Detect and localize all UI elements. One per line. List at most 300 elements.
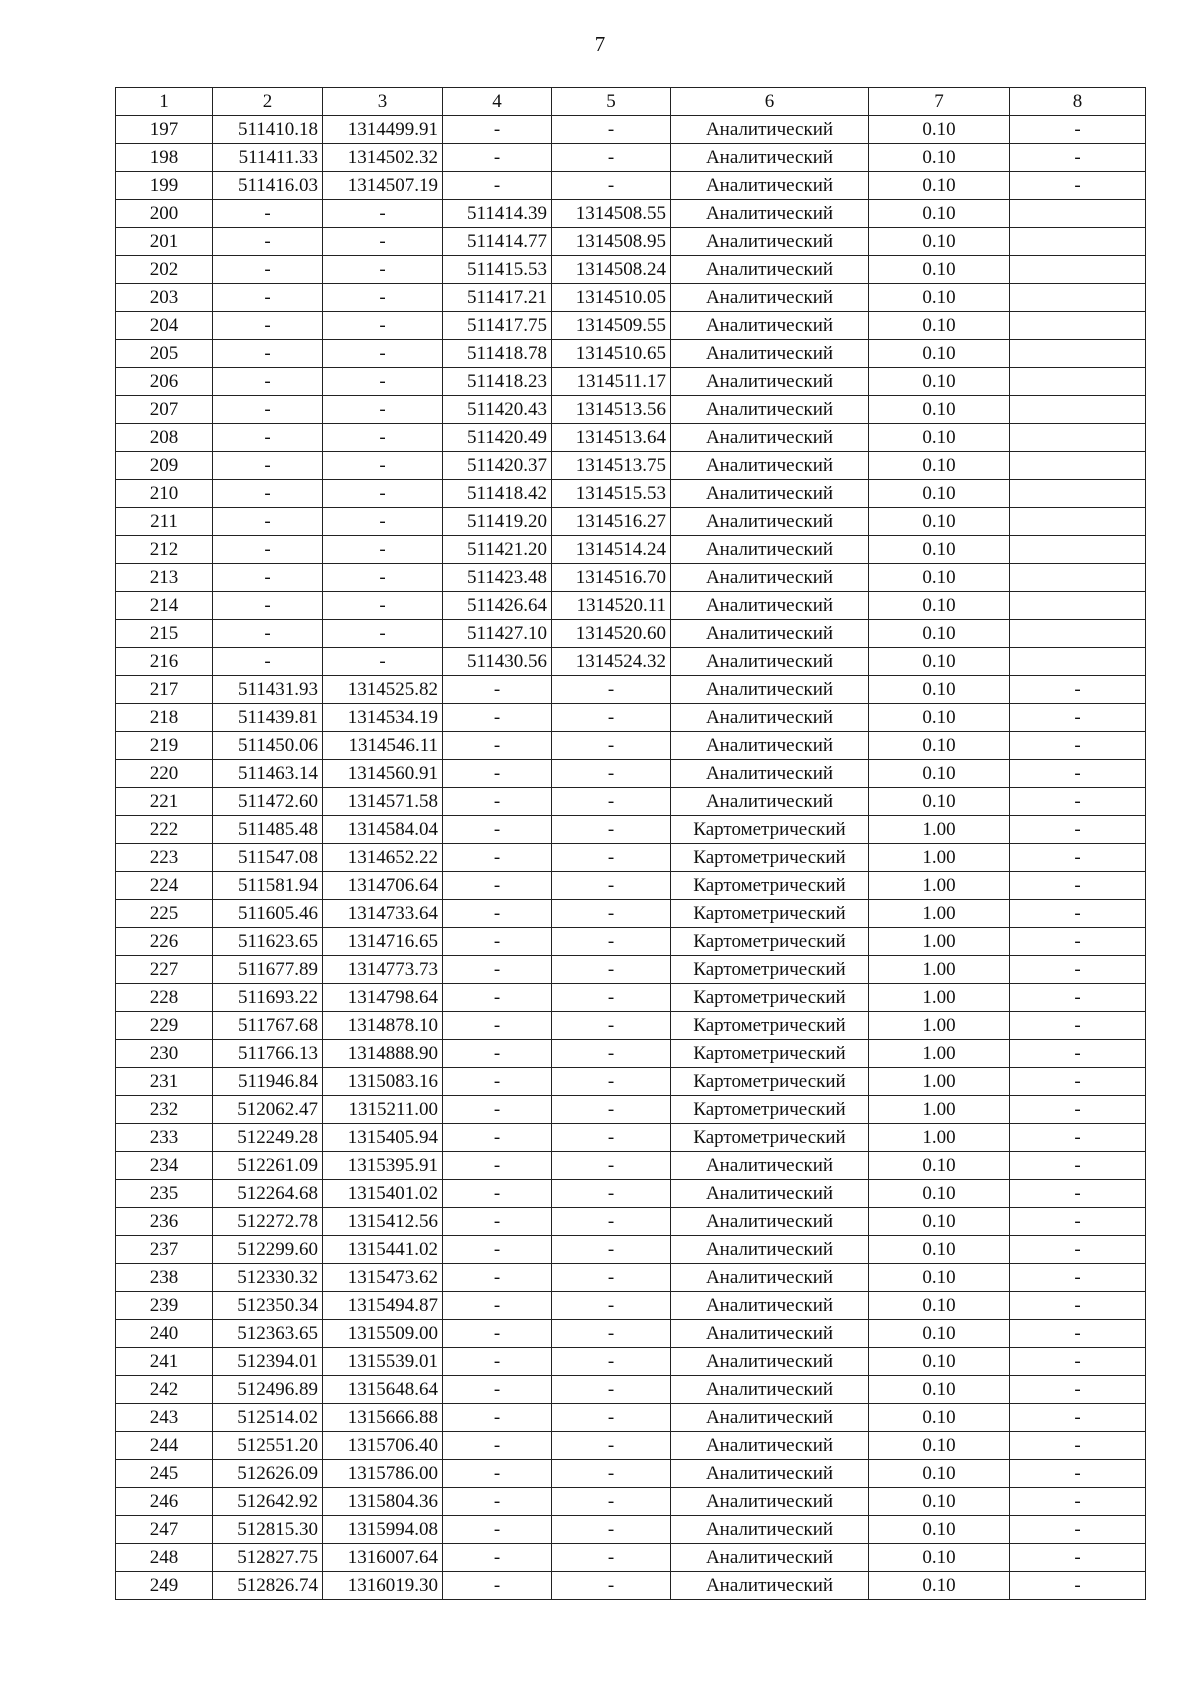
cell-description: - (1010, 172, 1146, 200)
cell-point-number: 203 (116, 284, 213, 312)
cell-y-new: - (552, 1208, 671, 1236)
cell-x-new: - (443, 1544, 552, 1572)
cell-y-new: - (552, 928, 671, 956)
cell-point-number: 230 (116, 1040, 213, 1068)
cell-y-existing: 1314878.10 (323, 1012, 443, 1040)
cell-y-new: - (552, 844, 671, 872)
cell-y-new: - (552, 1404, 671, 1432)
cell-x-new: - (443, 1040, 552, 1068)
cell-y-existing: 1315804.36 (323, 1488, 443, 1516)
cell-accuracy: 0.10 (869, 256, 1010, 284)
cell-accuracy: 0.10 (869, 1180, 1010, 1208)
table-row (116, 424, 1146, 452)
cell-y-existing: 1314652.22 (323, 844, 443, 872)
cell-accuracy: 0.10 (869, 1208, 1010, 1236)
cell-description (1010, 424, 1146, 452)
cell-accuracy: 0.10 (869, 284, 1010, 312)
cell-description (1010, 396, 1146, 424)
cell-accuracy: 0.10 (869, 788, 1010, 816)
column-header-8: 8 (1010, 88, 1146, 116)
cell-y-new: - (552, 1432, 671, 1460)
cell-y-existing: 1314798.64 (323, 984, 443, 1012)
cell-method: Картометрический (671, 956, 869, 984)
cell-y-existing: 1315401.02 (323, 1180, 443, 1208)
cell-y-new: - (552, 956, 671, 984)
table-row (116, 676, 1146, 704)
cell-accuracy: 1.00 (869, 1012, 1010, 1040)
cell-method: Аналитический (671, 340, 869, 368)
cell-x-new: 511417.75 (443, 312, 552, 340)
cell-method: Аналитический (671, 1208, 869, 1236)
cell-y-new: - (552, 1376, 671, 1404)
cell-accuracy: 1.00 (869, 984, 1010, 1012)
cell-accuracy: 0.10 (869, 1516, 1010, 1544)
cell-x-new: - (443, 1208, 552, 1236)
cell-point-number: 215 (116, 620, 213, 648)
cell-x-new: - (443, 1432, 552, 1460)
cell-accuracy: 0.10 (869, 564, 1010, 592)
cell-description: - (1010, 1012, 1146, 1040)
cell-x-existing: - (213, 480, 323, 508)
cell-y-new: - (552, 1096, 671, 1124)
cell-accuracy: 0.10 (869, 424, 1010, 452)
cell-description (1010, 452, 1146, 480)
cell-accuracy: 0.10 (869, 228, 1010, 256)
table-row (116, 396, 1146, 424)
cell-accuracy: 0.10 (869, 1320, 1010, 1348)
cell-point-number: 208 (116, 424, 213, 452)
cell-method: Аналитический (671, 284, 869, 312)
cell-y-new: - (552, 1544, 671, 1572)
cell-x-existing: - (213, 284, 323, 312)
cell-point-number: 219 (116, 732, 213, 760)
cell-y-existing: 1315405.94 (323, 1124, 443, 1152)
cell-description (1010, 480, 1146, 508)
cell-x-new: - (443, 928, 552, 956)
cell-method: Аналитический (671, 1264, 869, 1292)
cell-method: Аналитический (671, 1572, 869, 1600)
cell-description (1010, 312, 1146, 340)
cell-point-number: 231 (116, 1068, 213, 1096)
cell-x-existing: - (213, 312, 323, 340)
cell-method: Картометрический (671, 872, 869, 900)
cell-accuracy: 0.10 (869, 116, 1010, 144)
cell-method: Аналитический (671, 704, 869, 732)
cell-y-new: - (552, 1460, 671, 1488)
cell-x-existing: 512264.68 (213, 1180, 323, 1208)
cell-x-existing: 512815.30 (213, 1516, 323, 1544)
cell-method: Картометрический (671, 1012, 869, 1040)
table-row (116, 116, 1146, 144)
cell-y-new: - (552, 1152, 671, 1180)
cell-x-new: - (443, 1124, 552, 1152)
cell-x-existing: 512363.65 (213, 1320, 323, 1348)
cell-accuracy: 0.10 (869, 592, 1010, 620)
cell-point-number: 201 (116, 228, 213, 256)
cell-y-existing: 1316007.64 (323, 1544, 443, 1572)
cell-x-new: 511415.53 (443, 256, 552, 284)
table-row (116, 928, 1146, 956)
cell-x-existing: 511946.84 (213, 1068, 323, 1096)
cell-point-number: 197 (116, 116, 213, 144)
cell-x-new: - (443, 1264, 552, 1292)
cell-description (1010, 508, 1146, 536)
cell-point-number: 221 (116, 788, 213, 816)
cell-x-new: - (443, 788, 552, 816)
cell-x-new: 511426.64 (443, 592, 552, 620)
column-header-3: 3 (323, 88, 443, 116)
cell-y-existing: 1314507.19 (323, 172, 443, 200)
cell-x-new: 511420.37 (443, 452, 552, 480)
cell-x-existing: 512261.09 (213, 1152, 323, 1180)
cell-y-existing: - (323, 228, 443, 256)
cell-accuracy: 0.10 (869, 1376, 1010, 1404)
cell-x-new: - (443, 1320, 552, 1348)
cell-description: - (1010, 1460, 1146, 1488)
cell-x-new: - (443, 816, 552, 844)
cell-x-new: - (443, 1516, 552, 1544)
cell-point-number: 236 (116, 1208, 213, 1236)
cell-x-existing: 511767.68 (213, 1012, 323, 1040)
cell-accuracy: 0.10 (869, 396, 1010, 424)
cell-description: - (1010, 676, 1146, 704)
cell-accuracy: 1.00 (869, 1068, 1010, 1096)
cell-x-new: - (443, 844, 552, 872)
cell-point-number: 241 (116, 1348, 213, 1376)
cell-description: - (1010, 732, 1146, 760)
cell-x-new: - (443, 760, 552, 788)
cell-method: Аналитический (671, 592, 869, 620)
cell-point-number: 209 (116, 452, 213, 480)
cell-point-number: 206 (116, 368, 213, 396)
cell-y-new: - (552, 704, 671, 732)
table-row (116, 256, 1146, 284)
cell-x-new: 511421.20 (443, 536, 552, 564)
cell-y-existing: - (323, 564, 443, 592)
cell-y-new: - (552, 1040, 671, 1068)
cell-x-new: - (443, 872, 552, 900)
cell-x-new: 511427.10 (443, 620, 552, 648)
table-row (116, 844, 1146, 872)
cell-y-new: 1314516.70 (552, 564, 671, 592)
cell-y-existing: 1315786.00 (323, 1460, 443, 1488)
cell-method: Картометрический (671, 900, 869, 928)
cell-accuracy: 0.10 (869, 340, 1010, 368)
cell-method: Аналитический (671, 228, 869, 256)
cell-point-number: 202 (116, 256, 213, 284)
cell-y-new: 1314524.32 (552, 648, 671, 676)
cell-y-new: - (552, 676, 671, 704)
cell-x-existing: - (213, 508, 323, 536)
cell-x-new: 511414.77 (443, 228, 552, 256)
cell-description: - (1010, 1152, 1146, 1180)
cell-y-existing: 1314584.04 (323, 816, 443, 844)
cell-method: Аналитический (671, 1292, 869, 1320)
cell-accuracy: 0.10 (869, 1460, 1010, 1488)
table-row (116, 1096, 1146, 1124)
cell-x-existing: 512394.01 (213, 1348, 323, 1376)
cell-method: Аналитический (671, 480, 869, 508)
cell-accuracy: 0.10 (869, 1432, 1010, 1460)
cell-y-existing: 1314888.90 (323, 1040, 443, 1068)
cell-y-existing: 1315666.88 (323, 1404, 443, 1432)
table-row (116, 1404, 1146, 1432)
cell-x-new: - (443, 732, 552, 760)
cell-description: - (1010, 1068, 1146, 1096)
cell-x-new: 511420.43 (443, 396, 552, 424)
cell-x-existing: 512496.89 (213, 1376, 323, 1404)
cell-x-new: 511420.49 (443, 424, 552, 452)
cell-y-existing: 1315494.87 (323, 1292, 443, 1320)
table-row (116, 284, 1146, 312)
cell-y-existing: 1315395.91 (323, 1152, 443, 1180)
table-row (116, 452, 1146, 480)
cell-y-existing: 1314534.19 (323, 704, 443, 732)
cell-description: - (1010, 900, 1146, 928)
cell-point-number: 240 (116, 1320, 213, 1348)
cell-method: Аналитический (671, 1460, 869, 1488)
cell-x-new: 511417.21 (443, 284, 552, 312)
cell-y-existing: - (323, 620, 443, 648)
cell-y-new: 1314508.55 (552, 200, 671, 228)
cell-description (1010, 200, 1146, 228)
cell-method: Картометрический (671, 844, 869, 872)
cell-point-number: 218 (116, 704, 213, 732)
cell-method: Аналитический (671, 424, 869, 452)
cell-accuracy: 1.00 (869, 816, 1010, 844)
cell-method: Картометрический (671, 1068, 869, 1096)
table-row (116, 564, 1146, 592)
cell-x-existing: 511547.08 (213, 844, 323, 872)
cell-method: Аналитический (671, 1152, 869, 1180)
cell-description: - (1010, 1348, 1146, 1376)
cell-description: - (1010, 1432, 1146, 1460)
cell-point-number: 211 (116, 508, 213, 536)
table-row (116, 984, 1146, 1012)
cell-description: - (1010, 872, 1146, 900)
table-row (116, 340, 1146, 368)
cell-y-new: - (552, 1320, 671, 1348)
cell-description: - (1010, 788, 1146, 816)
cell-y-existing: 1314560.91 (323, 760, 443, 788)
table-row (116, 1040, 1146, 1068)
cell-method: Аналитический (671, 676, 869, 704)
cell-description: - (1010, 1516, 1146, 1544)
cell-accuracy: 0.10 (869, 536, 1010, 564)
cell-x-existing: 511431.93 (213, 676, 323, 704)
table-row (116, 536, 1146, 564)
cell-method: Аналитический (671, 144, 869, 172)
cell-description: - (1010, 956, 1146, 984)
cell-accuracy: 1.00 (869, 928, 1010, 956)
cell-y-existing: - (323, 368, 443, 396)
cell-description: - (1010, 1376, 1146, 1404)
cell-x-existing: 511472.60 (213, 788, 323, 816)
cell-y-existing: - (323, 508, 443, 536)
cell-description: - (1010, 116, 1146, 144)
cell-x-existing: - (213, 536, 323, 564)
cell-y-new: - (552, 1292, 671, 1320)
table-row (116, 508, 1146, 536)
cell-x-new: 511419.20 (443, 508, 552, 536)
table-row (116, 200, 1146, 228)
cell-y-new: - (552, 1572, 671, 1600)
cell-y-existing: - (323, 480, 443, 508)
table-row (116, 1264, 1146, 1292)
cell-point-number: 248 (116, 1544, 213, 1572)
cell-accuracy: 0.10 (869, 1488, 1010, 1516)
cell-y-existing: 1314733.64 (323, 900, 443, 928)
cell-y-existing: - (323, 340, 443, 368)
cell-accuracy: 0.10 (869, 1264, 1010, 1292)
cell-y-existing: - (323, 424, 443, 452)
cell-point-number: 226 (116, 928, 213, 956)
column-header-2: 2 (213, 88, 323, 116)
table-row (116, 368, 1146, 396)
table-row (116, 1320, 1146, 1348)
table-row (116, 788, 1146, 816)
cell-x-existing: 511450.06 (213, 732, 323, 760)
cell-accuracy: 0.10 (869, 172, 1010, 200)
cell-y-new: - (552, 1516, 671, 1544)
coordinates-table (115, 87, 1146, 1600)
column-header-4: 4 (443, 88, 552, 116)
cell-point-number: 229 (116, 1012, 213, 1040)
cell-y-new: 1314513.75 (552, 452, 671, 480)
cell-y-existing: - (323, 536, 443, 564)
cell-method: Аналитический (671, 396, 869, 424)
cell-y-new: - (552, 984, 671, 1012)
cell-accuracy: 0.10 (869, 144, 1010, 172)
cell-x-existing: - (213, 200, 323, 228)
cell-y-existing: 1314571.58 (323, 788, 443, 816)
column-header-7: 7 (869, 88, 1010, 116)
cell-accuracy: 0.10 (869, 1572, 1010, 1600)
cell-description: - (1010, 1572, 1146, 1600)
cell-x-existing: - (213, 592, 323, 620)
cell-description: - (1010, 1404, 1146, 1432)
cell-y-existing: 1316019.30 (323, 1572, 443, 1600)
cell-x-existing: 511581.94 (213, 872, 323, 900)
cell-x-existing: 511766.13 (213, 1040, 323, 1068)
cell-x-existing: 512272.78 (213, 1208, 323, 1236)
cell-accuracy: 0.10 (869, 508, 1010, 536)
cell-y-new: 1314511.17 (552, 368, 671, 396)
cell-y-new: - (552, 788, 671, 816)
cell-point-number: 204 (116, 312, 213, 340)
cell-accuracy: 0.10 (869, 620, 1010, 648)
cell-x-new: 511423.48 (443, 564, 552, 592)
cell-accuracy: 0.10 (869, 368, 1010, 396)
cell-y-new: - (552, 1012, 671, 1040)
cell-x-new: 511430.56 (443, 648, 552, 676)
cell-description: - (1010, 816, 1146, 844)
cell-x-existing: - (213, 648, 323, 676)
table-row (116, 1012, 1146, 1040)
cell-accuracy: 1.00 (869, 844, 1010, 872)
cell-method: Аналитический (671, 1516, 869, 1544)
table-row (116, 1068, 1146, 1096)
cell-method: Аналитический (671, 1404, 869, 1432)
cell-description (1010, 564, 1146, 592)
cell-point-number: 222 (116, 816, 213, 844)
table-row (116, 228, 1146, 256)
cell-y-existing: - (323, 200, 443, 228)
cell-y-existing: - (323, 256, 443, 284)
cell-accuracy: 1.00 (869, 1096, 1010, 1124)
cell-y-new: - (552, 1124, 671, 1152)
cell-description: - (1010, 1264, 1146, 1292)
cell-accuracy: 1.00 (869, 1040, 1010, 1068)
cell-accuracy: 0.10 (869, 452, 1010, 480)
cell-description (1010, 228, 1146, 256)
cell-y-new: 1314509.55 (552, 312, 671, 340)
cell-method: Аналитический (671, 1488, 869, 1516)
table-row (116, 1292, 1146, 1320)
cell-x-new: - (443, 1068, 552, 1096)
cell-y-new: 1314516.27 (552, 508, 671, 536)
cell-x-new: 511418.23 (443, 368, 552, 396)
cell-accuracy: 0.10 (869, 1544, 1010, 1572)
cell-accuracy: 0.10 (869, 704, 1010, 732)
cell-y-existing: 1315539.01 (323, 1348, 443, 1376)
cell-point-number: 227 (116, 956, 213, 984)
cell-description: - (1010, 1292, 1146, 1320)
cell-x-existing: 511410.18 (213, 116, 323, 144)
cell-point-number: 200 (116, 200, 213, 228)
cell-y-existing: 1315648.64 (323, 1376, 443, 1404)
cell-y-new: 1314508.24 (552, 256, 671, 284)
column-header-1: 1 (116, 88, 213, 116)
cell-x-existing: - (213, 564, 323, 592)
table-row (116, 144, 1146, 172)
cell-point-number: 237 (116, 1236, 213, 1264)
cell-x-new: - (443, 1404, 552, 1432)
cell-x-new: - (443, 676, 552, 704)
cell-description (1010, 620, 1146, 648)
cell-x-existing: 511677.89 (213, 956, 323, 984)
cell-y-new: 1314510.05 (552, 284, 671, 312)
cell-point-number: 216 (116, 648, 213, 676)
cell-y-new: - (552, 732, 671, 760)
cell-method: Аналитический (671, 368, 869, 396)
cell-point-number: 225 (116, 900, 213, 928)
cell-x-existing: - (213, 256, 323, 284)
cell-x-existing: 511693.22 (213, 984, 323, 1012)
cell-accuracy: 0.10 (869, 1348, 1010, 1376)
table-row (116, 1124, 1146, 1152)
table-row (116, 648, 1146, 676)
cell-accuracy: 0.10 (869, 200, 1010, 228)
cell-y-existing: 1315509.00 (323, 1320, 443, 1348)
cell-x-existing: 512642.92 (213, 1488, 323, 1516)
table-row (116, 732, 1146, 760)
cell-x-new: - (443, 956, 552, 984)
cell-method: Аналитический (671, 256, 869, 284)
cell-point-number: 228 (116, 984, 213, 1012)
cell-y-new: - (552, 1264, 671, 1292)
table-row (116, 704, 1146, 732)
cell-x-new: - (443, 116, 552, 144)
cell-point-number: 244 (116, 1432, 213, 1460)
table-header (116, 88, 1146, 116)
cell-y-existing: 1314502.32 (323, 144, 443, 172)
cell-x-existing: 512551.20 (213, 1432, 323, 1460)
cell-description: - (1010, 928, 1146, 956)
cell-x-existing: - (213, 396, 323, 424)
cell-y-new: - (552, 1180, 671, 1208)
cell-point-number: 239 (116, 1292, 213, 1320)
